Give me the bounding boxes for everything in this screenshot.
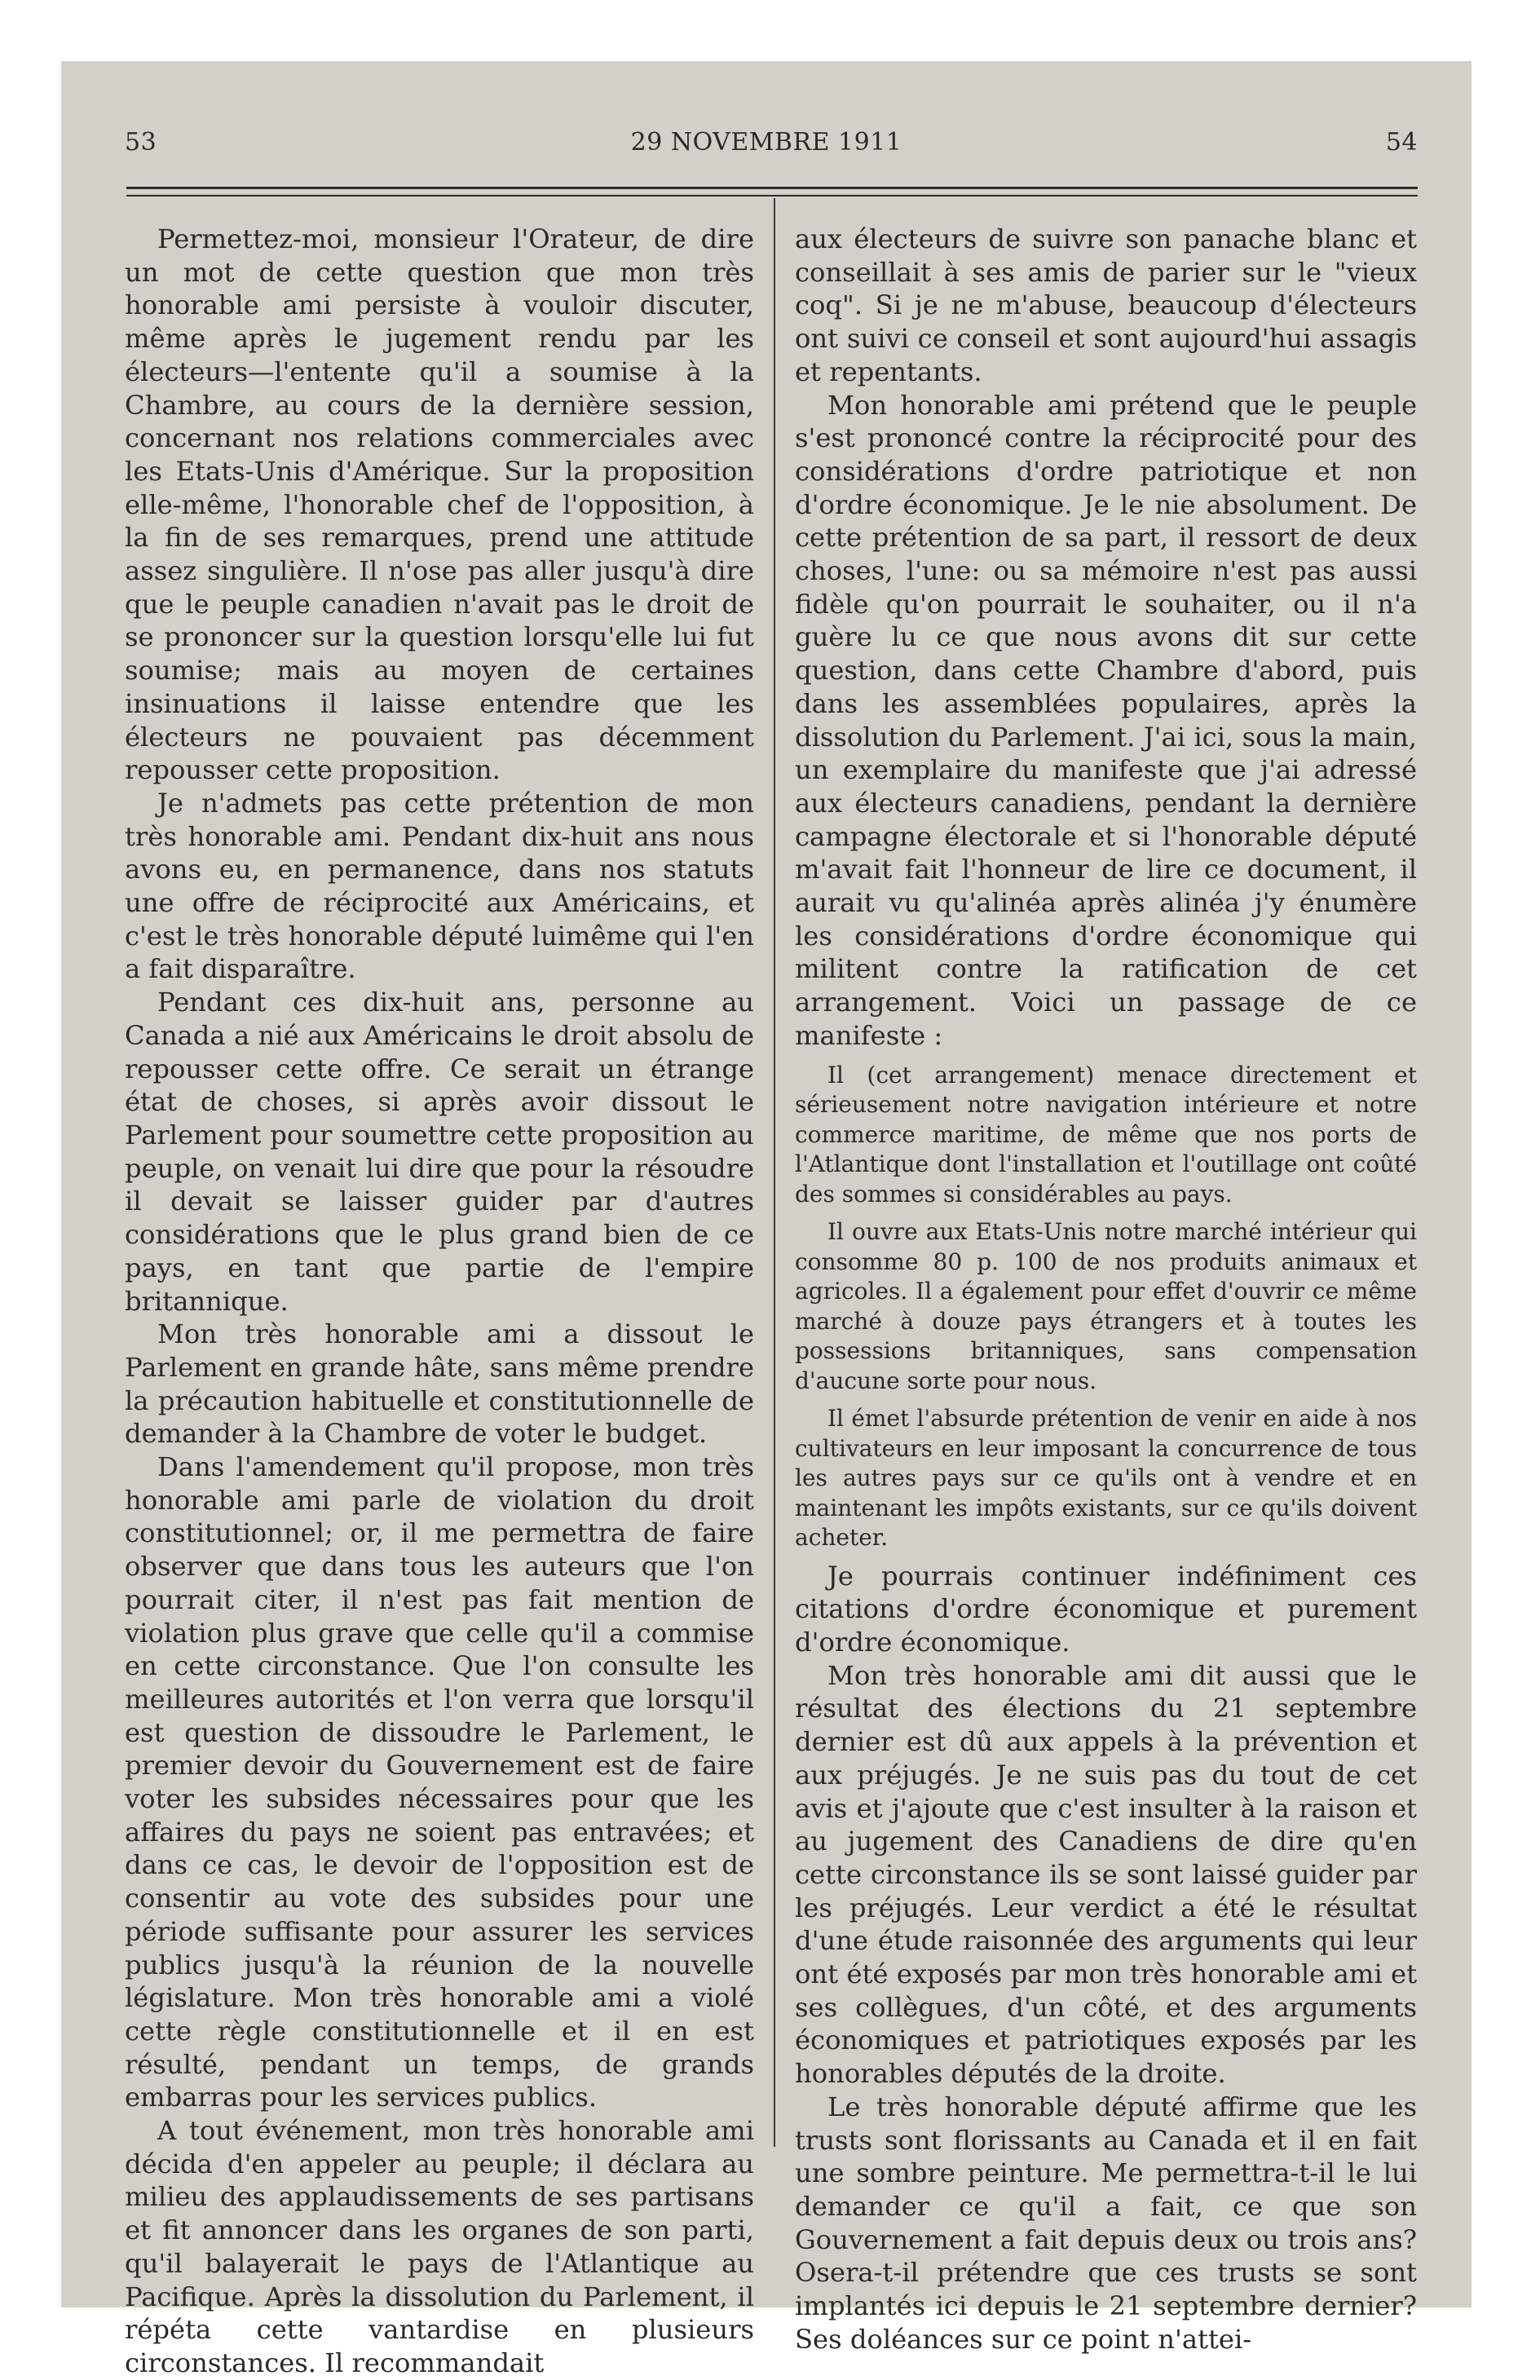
manifesto-quote: Il (cet arrangement) menace directement et sérieusement notre navigation intérieure et notre commerce maritime, de même que nos ports de l'Atlantique dont l'installation et l'outillage ont coûté des sommes si considérables au pays. xyxy=(795,1061,1417,1208)
paragraph: Je n'admets pas cette prétention de mon très honorable ami. Pendant dix-huit ans nous avons eu, en permanence, dans nos statuts une offre de réciprocité aux Américains, et c'est le très honorable député luimême qui l'en a fait disparaître. xyxy=(125,787,754,985)
paragraph: Pendant ces dix-huit ans, personne au Canada a nié aux Américains le droit absolu de repousser cette offre. Ce serait un étrange état de choses, si après avoir dissout le Parlement pour soumettre cette proposition au peuple, on venait lui dire que pour la résoudre il devait se laisser guider par d'autres considérations que le plus grand bien de ce pays, en tant que partie de l'empire britannique. xyxy=(125,987,754,1317)
newspaper-page xyxy=(61,61,1472,2378)
paragraph: Mon honorable ami prétend que le peuple s'est prononcé contre la réciprocité pour des considérations d'ordre patriotique et non d'ordre économique. Je le nie absolument. De cette prétention de sa part, il ressort de deux choses, l'une: ou sa mémoire n'est pas aussi fidèle qu'on pourrait le souhaiter, ou il n'a guère lu ce que nous avons dit sur cette question, dans cette Chambre d'abord, puis dans les assemblées populaires, après la dissolution du Parlement. J'ai ici, sous la main, un exemplaire du manifeste que j'ai adressé aux électeurs canadiens, pendant la dernière campagne électorale et si l'honorable député m'avait fait l'honneur de lire ce document, il aurait vu qu'alinéa après alinéa j'y énumère les considérations d'ordre économique qui militent contre la ratification de cet arrangement. Voici un passage de ce manifeste : xyxy=(795,389,1417,1051)
paragraph: Je pourrais continuer indéfiniment ces citations d'ordre économique et purement d'ordre économique. xyxy=(795,1560,1417,1658)
paragraph: Le très honorable député affirme que les trusts sont florissants au Canada et il en fait une sombre peinture. Me permettra-t-il le lui demander ce qu'il a fait, ce que son Gouvernement a fait depuis deux ou trois ans? Osera-t-il prétendre que ces trusts se sont implantés ici depuis le 21 septembre dernier? Ses doléances sur ce point n'attei- xyxy=(795,2091,1417,2355)
page-number-right: 54 xyxy=(1385,128,1418,157)
page-date-header: 29 NOVEMBRE 1911 xyxy=(630,128,902,157)
left-column xyxy=(125,223,754,2380)
paragraph: Permettez-moi, monsieur l'Orateur, de dire un mot de cette question que mon très honorable ami persiste à vouloir discuter, même après le jugement rendu par les électeurs—l'entente qu'il a soumise à la Chambre, au cours de la dernière session, concernant nos relations commerciales avec les Etats-Unis d'Amérique. Sur la proposition elle-même, l'honorable chef de l'opposition, à la fin de ses remarques, prend une attitude assez singulière. Il n'ose pas aller jusqu'à dire que le peuple canadien n'avait pas le droit de se prononcer sur la question lorsqu'elle lui fut soumise; mais au moyen de certaines insinuations il laisse entendre que les électeurs ne pouvaient pas décemment repousser cette proposition. xyxy=(125,223,754,786)
header-rule-top xyxy=(126,187,1418,189)
page-number-left: 53 xyxy=(125,128,157,157)
column-divider xyxy=(774,198,775,2147)
paragraph: Dans l'amendement qu'il propose, mon très honorable ami parle de violation du droit constitutionnel; or, il me permettra de faire observer que dans tous les auteurs que l'on pourrait citer, il n'est pas fait mention de violation plus grave que celle qu'il a commise en cette circonstance. Que l'on consulte les meilleures autorités et l'on verra que lorsqu'il est question de dissoudre le Parlement, le premier devoir du Gouvernement est de faire voter les subsides nécessaires pour que les affaires du pays ne soient pas entravées; et dans ce cas, le devoir de l'opposition est de consentir au vote des subsides pour une période suffisante pour assurer les services publics jusqu'à la réunion de la nouvelle législature. Mon très honorable ami a violé cette règle constitutionnelle et il en est résulté, pendant un temps, de grands embarras pour les services publics. xyxy=(125,1451,754,2113)
manifesto-quote: Il ouvre aux Etats-Unis notre marché intérieur qui consomme 80 p. 100 de nos produits animaux et agricoles. Il a également pour effet d'ouvrir ce même marché à douze pays étrangers et à toutes les possessions britanniques, sans compensation d'aucune sorte pour nous. xyxy=(795,1218,1417,1394)
paragraph: Mon très honorable ami a dissout le Parlement en grande hâte, sans même prendre la précaution habituelle et constitutionnelle de demander à la Chambre de voter le budget. xyxy=(125,1318,754,1450)
header-rule-bottom xyxy=(126,195,1418,196)
paragraph: A tout événement, mon très honorable ami décida d'en appeler au peuple; il déclara au milieu des applaudissements de ses partisans et fit annoncer dans les organes de son parti, qu'il balayerait le pays de l'Atlantique au Pacifique. Après la dissolution du Parlement, il répéta cette vantardise en plusieurs circonstances. Il recommandait xyxy=(125,2115,754,2378)
paragraph: aux électeurs de suivre son panache blanc et conseillait à ses amis de parier sur le "vieux coq". Si je ne m'abuse, beaucoup d'électeurs ont suivi ce conseil et sont aujourd'hui assagis et repentants. xyxy=(795,223,1417,387)
paragraph: Mon très honorable ami dit aussi que le résultat des élections du 21 septembre dernier est dû aux appels à la prévention et aux préjugés. Je ne suis pas du tout de cet avis et j'ajoute que c'est insulter à la raison et au jugement des Canadiens de dire qu'en cette circonstance ils se sont laissé guider par les préjugés. Leur verdict a été le résultat d'une étude raisonnée des arguments qui leur ont été exposés par mon très honorable ami et ses collègues, d'un côté, et des arguments économiques et patriotiques exposés par les honorables députés de la droite. xyxy=(795,1659,1417,2090)
manifesto-quote: Il émet l'absurde prétention de venir en aide à nos cultivateurs en leur imposant la concurrence de tous les autres pays sur ce qu'ils ont à vendre et en maintenant les impôts existants, sur ce qu'ils doivent acheter. xyxy=(795,1405,1417,1552)
right-column xyxy=(795,223,1417,2356)
